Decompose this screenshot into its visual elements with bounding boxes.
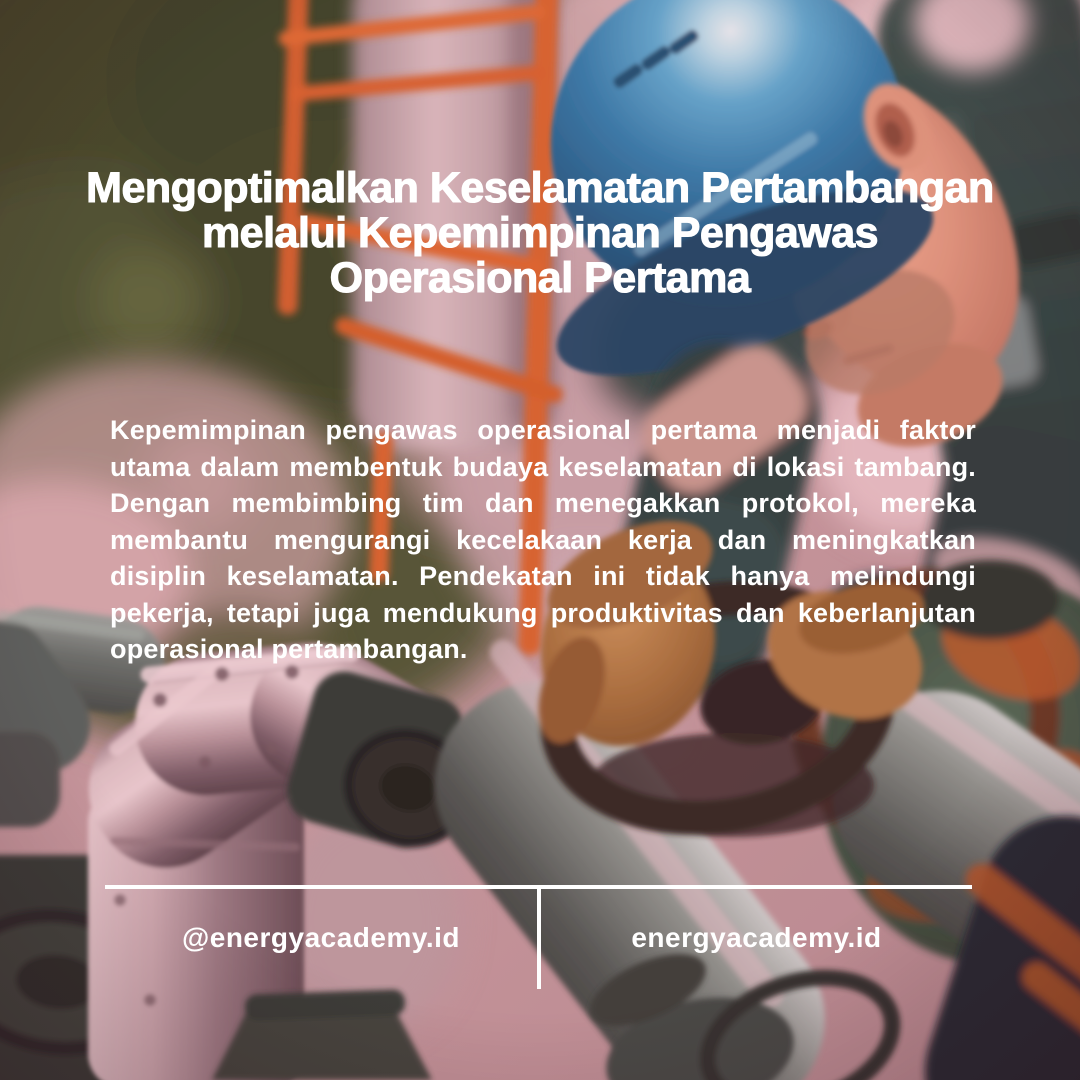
page-title <box>28 166 1052 301</box>
title-line-1: Mengoptimalkan Keselamatan Pertambangan <box>86 164 994 212</box>
website-label: energyacademy.id <box>631 922 882 953</box>
body-paragraph: Kepemimpinan pengawas operasional pertama menjadi faktor utama dalam membentuk budaya keselamatan di lokasi tambang. Dengan membimbing tim dan menegakkan protokol, mereka membantu mengurangi kecelakaan kerja dan meningkatkan disiplin keselamatan. Pendekatan ini tidak hanya melindungi pekerja, tetapi juga mendukung produktivitas dan keberlanjutan operasional pertambangan. <box>110 415 976 664</box>
title-line-2: melalui Kepemimpinan Pengawas <box>201 209 879 258</box>
title-line-3: Operasional Pertama <box>329 254 751 303</box>
instagram-handle: @energyacademy.id <box>181 922 461 953</box>
